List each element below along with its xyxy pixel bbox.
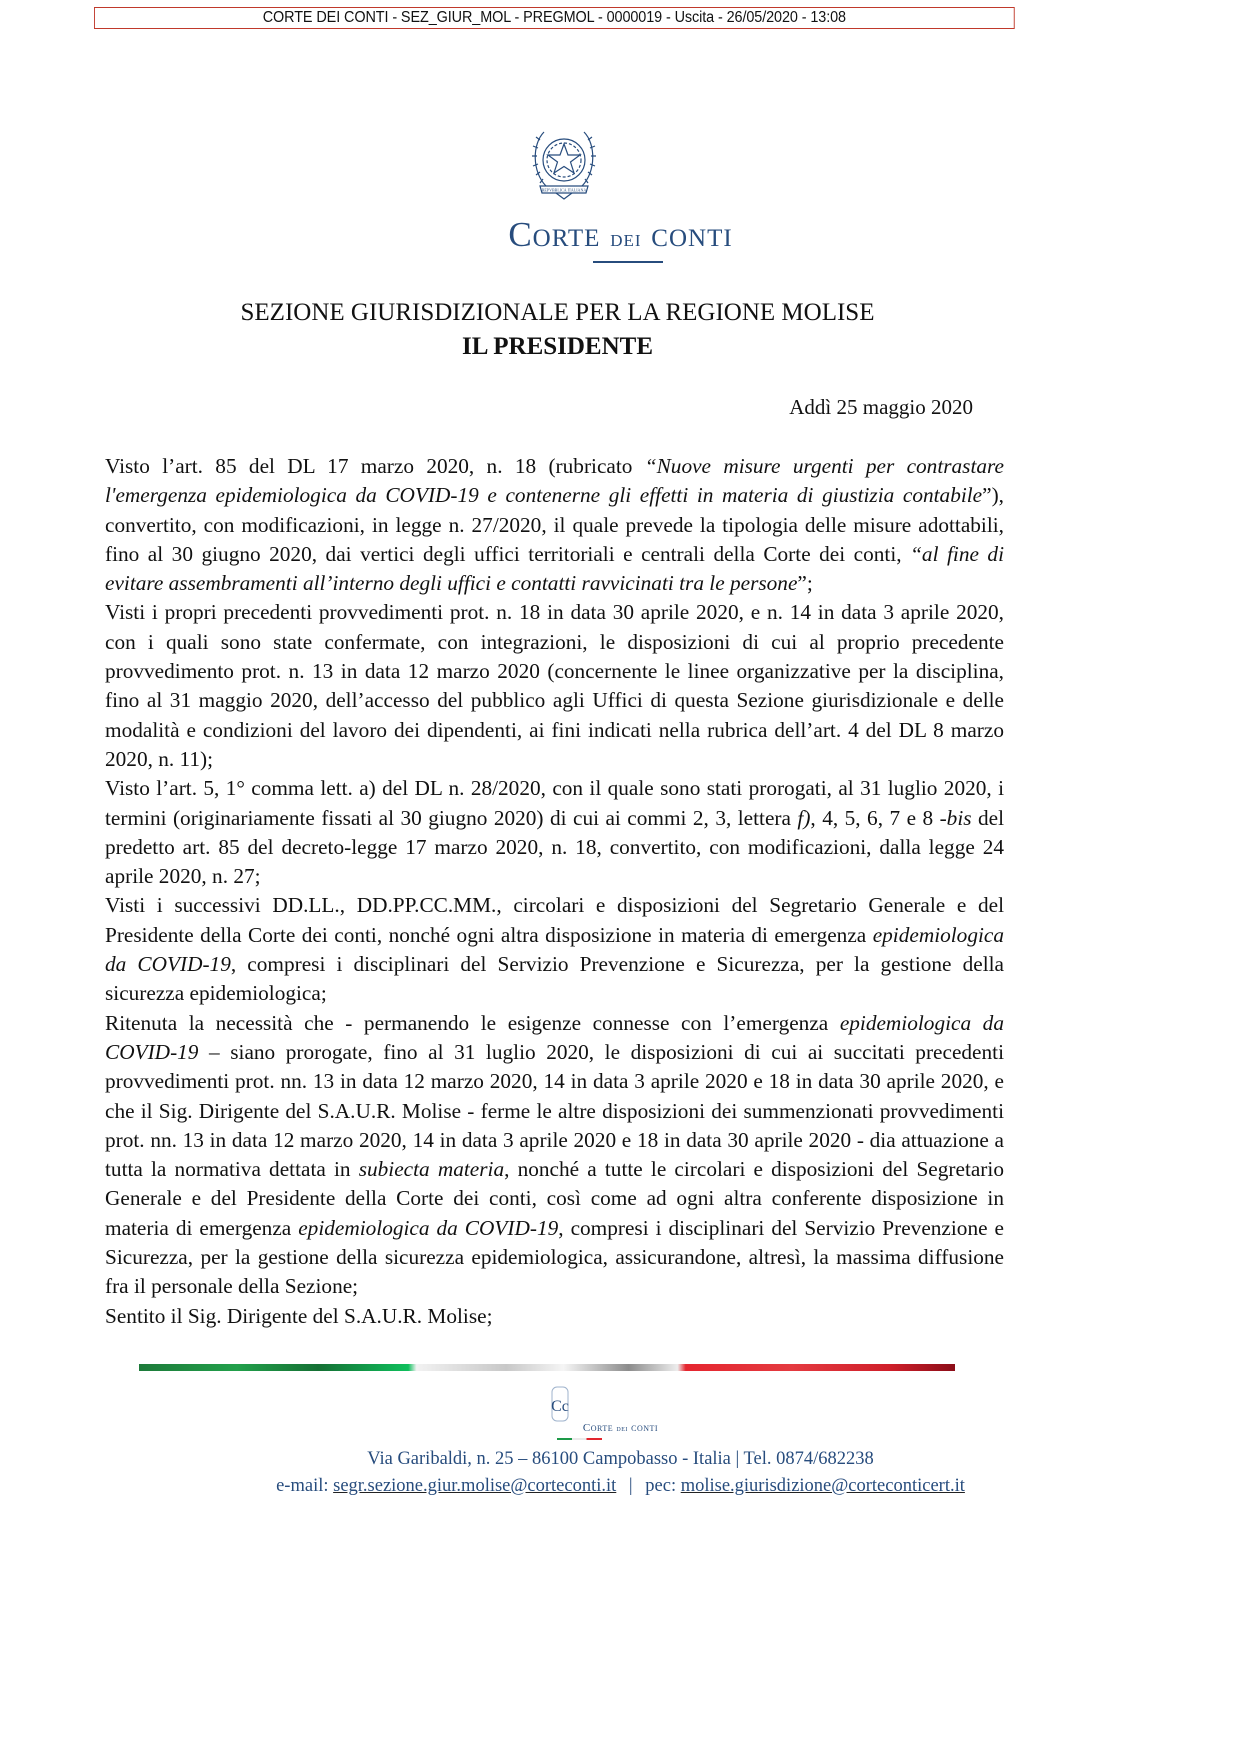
svg-text:REPVBBLICA ITALIANA: REPVBBLICA ITALIANA — [541, 187, 587, 193]
email-label: e-mail: — [276, 1476, 329, 1496]
paragraph-text: , nonché a tutte le circolari e disposizioni del Segretario Generale e del Presidente della Corte dei conti, così come ad ogni altra conferente disposizione in materia di emergenza — [105, 1157, 1004, 1240]
footer-logo-word-conti: conti — [631, 1422, 659, 1434]
italian-flag-divider — [139, 1364, 955, 1371]
italic-text: epidemiologica da COVID-19 — [105, 922, 1004, 977]
italic-text: epidemiologica da COVID-19 — [298, 1215, 559, 1240]
footer-contacts — [0, 1476, 1241, 1497]
pec-link[interactable]: molise.giurisdizione@corteconticert.it — [680, 1476, 965, 1496]
paragraph-ritenuta — [105, 1009, 1004, 1302]
paragraph-text: Visto l’art. 5, 1° comma lett. a) del DL n. 28/2020, con il quale sono stati prorogati, al 31 luglio 2020, i termini (originariamente fissati al 30 giugno 2020) di cui ai commi 2, 3, lettera — [105, 776, 1004, 830]
italic-text: f) — [797, 805, 811, 830]
paragraph-text: , compresi i disciplinari del Servizio Prevenzione e Sicurezza, per la gestione della sicurezza epidemiologica; — [105, 952, 1004, 1006]
paragraph-sentito: Sentito il Sig. Dirigente del S.A.U.R. Molise; — [105, 1303, 493, 1328]
pec-label: pec: — [645, 1476, 677, 1496]
logo-word-dei: dei — [610, 226, 642, 252]
document-subtitle: IL PRESIDENTE — [461, 333, 654, 360]
svg-text:Cc: Cc — [551, 1398, 569, 1415]
document-body — [105, 452, 1004, 1331]
document-date: Addì 25 maggio 2020 — [789, 395, 973, 419]
footer-logo-word-corte: Corte — [582, 1422, 614, 1434]
logo-word-corte: Corte — [508, 215, 601, 254]
paragraph-text: ”), convertito, con modificazioni, in legge n. 27/2020, il quale prevede la tipologia delle misure adottabili, fino al 30 giugno 2020, dai vertici degli uffici territoriali e centrali della Corte dei conti, — [105, 483, 1004, 566]
section-title: SEZIONE GIURISDIZIONALE PER LA REGIONE MOLISE — [240, 299, 875, 326]
paragraph-text: Ritenuta la necessità che - permanendo le esigenze connesse con l’emergenza — [105, 1010, 840, 1035]
mini-flag-divider — [557, 1438, 602, 1440]
footer-logo-text — [0, 1422, 1241, 1434]
paragraph-text: , compresi i disciplinari del Servizio Prevenzione e Sicurezza, per la gestione della sicurezza epidemiologica, assicurandone, altresì, la massima diffusione fra il personale della Sezione; — [105, 1215, 1004, 1299]
paragraph-text: – siano prorogate, fino al 31 luglio 2020, le disposizioni di cui ai succitati precedenti provvedimenti prot. nn. 13 in data 12 marzo 2020, 14 in data 3 aprile 2020 e 18 in data 30 aprile 2020, e che il Sig. Dirigente del S.A.U.R. Molise - ferme le altre disposizioni dei summenzionati provvedimenti prot. nn. 13 in data 12 marzo 2020, 14 in data 3 aprile 2020 e 18 in data 30 aprile 2020 - dia attuazione a tutta la normativa dettata in — [105, 1039, 1004, 1182]
italic-text: epidemiologica da COVID-19 — [105, 1010, 1004, 1064]
paragraph-text: Visto l’art. 85 del DL 17 marzo 2020, n. 18 (rubricato — [105, 454, 645, 478]
footer-logo-word-dei: dei — [616, 1424, 628, 1433]
paragraph-visto-art-85 — [105, 452, 1004, 598]
italic-text: -bis — [939, 805, 972, 830]
corte-dei-conti-logo-text — [0, 215, 1241, 255]
logo-word-conti: conti — [651, 215, 733, 254]
italic-text: subiecta materia — [358, 1157, 505, 1182]
paragraph-text: ”; — [797, 571, 813, 596]
paragraph-visto-art-5 — [105, 774, 1004, 891]
paragraph-text: Visti i successivi DD.LL., DD.PP.CC.MM., circolari e disposizioni del Segretario Generale e del Presidente della Corte dei conti, nonché ogni altra disposizione in materia di emergenza — [105, 893, 1004, 947]
contact-separator: | — [628, 1476, 633, 1496]
email-link[interactable]: segr.sezione.giur.molise@corteconti.it — [333, 1476, 617, 1496]
logo-underline-divider — [593, 261, 663, 263]
corte-dei-conti-monogram-icon — [540, 1383, 580, 1427]
paragraph-visti-provvedimenti: Visti i propri precedenti provvedimenti prot. n. 18 in data 30 aprile 2020, e n. 14 in data 3 aprile 2020, con i quali sono state confermate, con integrazioni, le disposizioni di cui al proprio precedente provvedimento prot. n. 13 in data 12 marzo 2020 (concernente le linee organizzative per la disciplina, fino al 31 maggio 2020, dell’accesso del pubblico agli Uffici di questa Sezione giurisdizionale e delle modalità e condizioni del lavoro dei dipendenti, ai fini indicati nella rubrica dell’art. 4 del DL 8 marzo 2020, n. 11); — [105, 600, 1004, 771]
quoted-title: “Nuove misure urgenti per contrastare l'emergenza epidemiologica da COVID-19 e contenerne gli effetti in materia di giustizia contabile — [105, 454, 1004, 508]
paragraph-text: , 4, 5, 6, 7 e 8 — [810, 805, 940, 830]
footer-address: Via Garibaldi, n. 25 – 86100 Campobasso - Italia | Tel. 0874/682238 — [367, 1449, 874, 1469]
quoted-purpose: “al fine di evitare assembramenti all’interno degli uffici e contatti ravvicinati tra le persone — [105, 541, 1004, 596]
protocol-stamp: CORTE DEI CONTI - SEZ_GIUR_MOL - PREGMOL - 0000019 - Uscita - 26/05/2020 - 13:08 — [94, 7, 1015, 29]
paragraph-visti-successivi — [105, 891, 1004, 1008]
italian-republic-emblem-icon — [526, 122, 602, 206]
paragraph-text: del predetto art. 85 del decreto-legge 17 marzo 2020, n. 18, convertito, con modificazioni, dalla legge 24 aprile 2020, n. 27; — [105, 805, 1005, 889]
